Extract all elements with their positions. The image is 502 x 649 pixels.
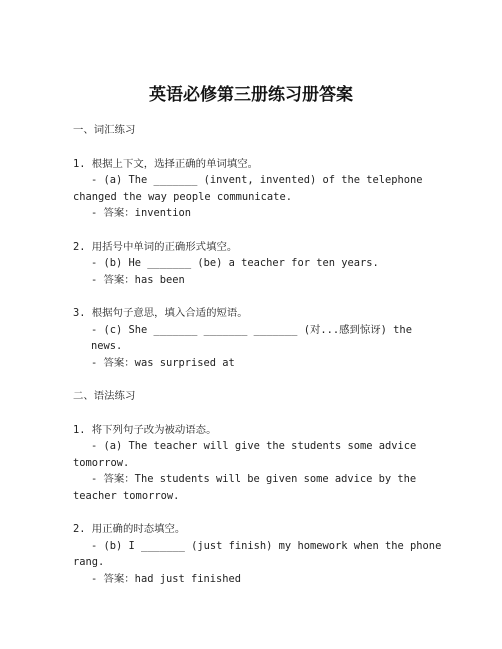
question-item-continued: rang. [73,556,105,568]
section-heading: 二、语法练习 [73,390,136,402]
question-instruction: 1. 将下列句子改为被动语态。 [73,423,217,436]
question-instruction: 2. 用括号中单词的正确形式填空。 [73,240,238,253]
question-item: - (a) The _______ (invent, invented) of the telephone [91,174,423,186]
answer-line: - 答案：was surprised at [91,356,235,369]
section-heading: 一、词汇练习 [73,124,136,136]
question-item-continued: tomorrow. [73,456,130,469]
question-instruction: 1. 根据上下文，选择正确的单词填空。 [73,157,259,170]
answer-line: - 答案：invention [91,207,191,219]
question-item: - (b) He _______ (be) a teacher for ten years. [91,257,379,269]
page-title: 英语必修第三册练习册答案 [149,85,353,105]
answer-line: - 答案：The students will be given some advice by the [91,473,417,485]
answer-line: - 答案：has been [91,273,185,286]
question-instruction: 2. 用正确的时态填空。 [73,523,186,535]
question-item: - (a) The teacher will give the students some advice [91,440,417,452]
document-body [73,122,443,587]
answer-line-continued: teacher tomorrow. [73,489,180,502]
question-instruction: 3. 根据句子意思，填入合适的短语。 [73,307,248,319]
question-item: - (b) I _______ (just finish) my homework when the phone [91,539,442,552]
answer-line: - 答案：had just finished [91,572,242,585]
question-item-continued: changed the way people communicate. [73,190,292,203]
question-item: - (c) She _______ _______ _______ (对...感到惊讶) the news. [91,323,419,352]
